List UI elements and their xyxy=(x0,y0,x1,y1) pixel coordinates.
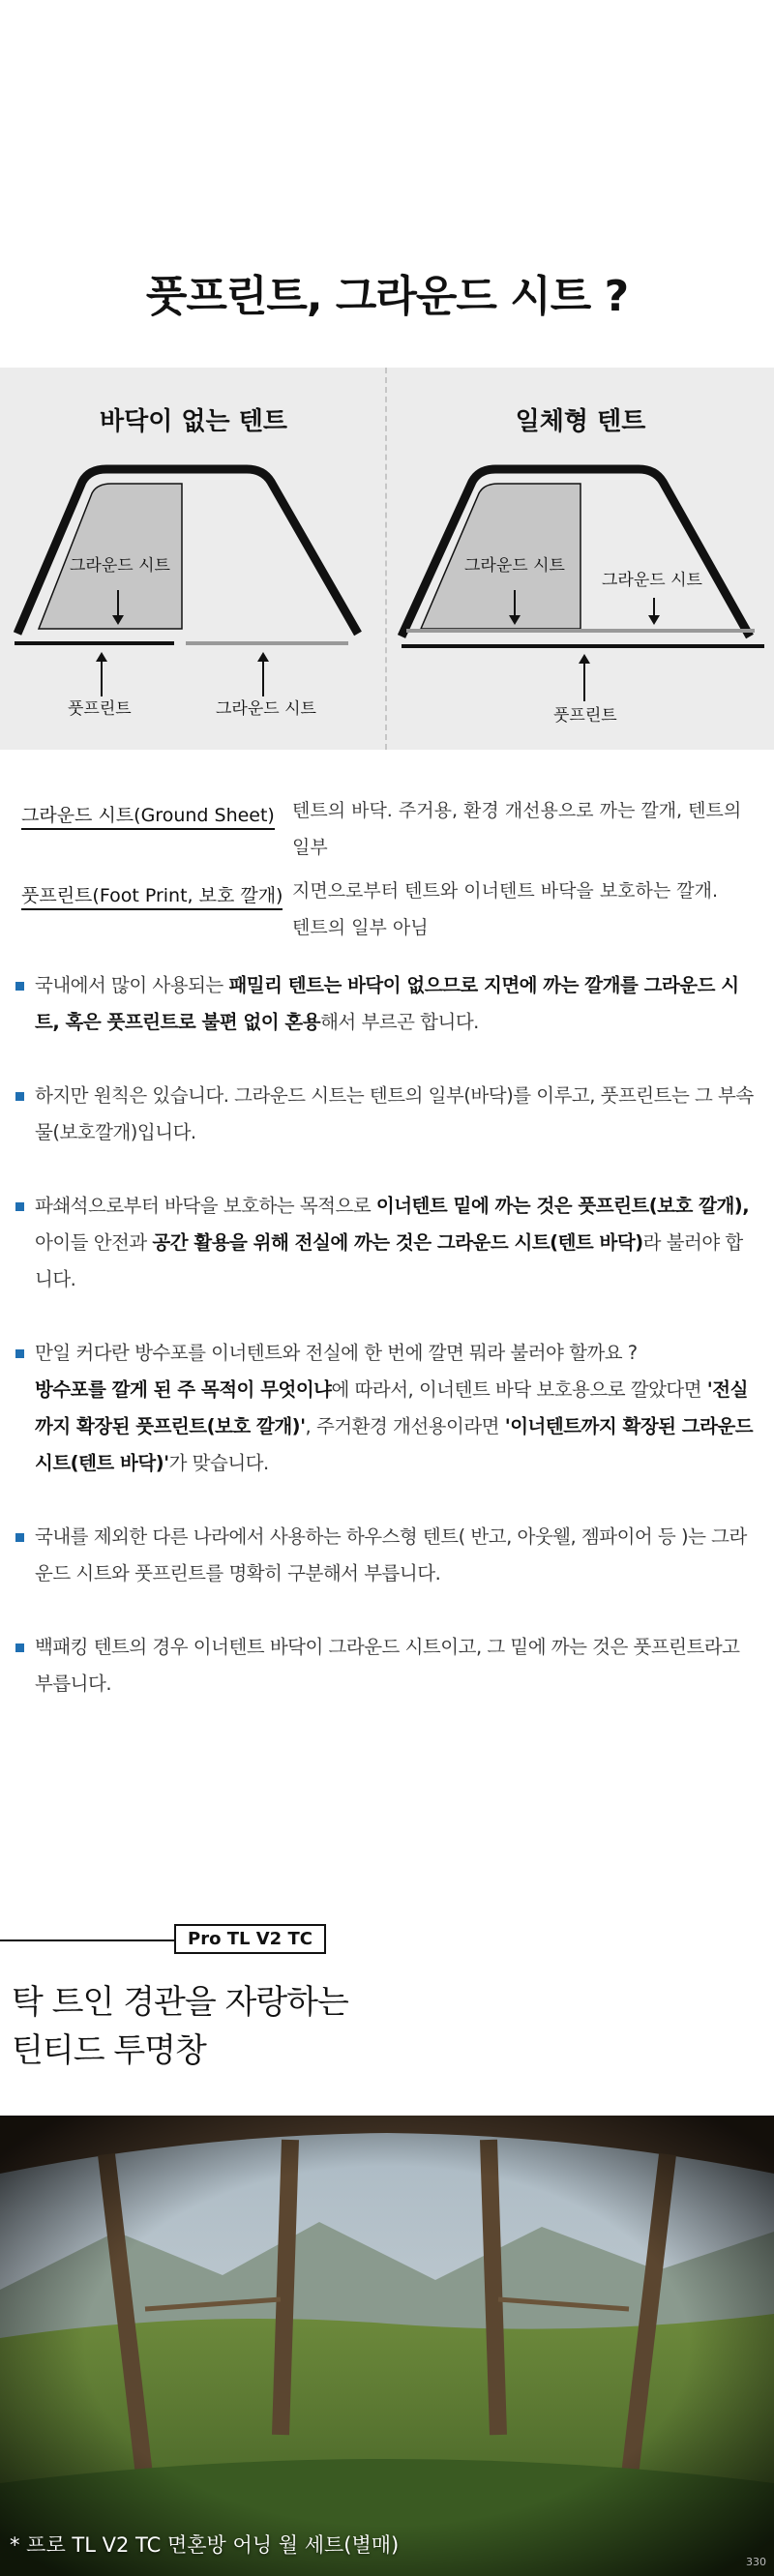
right-footprint-label: 풋프린트 xyxy=(553,706,617,725)
definitions xyxy=(21,801,757,962)
definition-desc: 지면으로부터 텐트와 이너텐트 바닥을 보호하는 깔개. xyxy=(292,880,719,902)
definition-desc-2: 텐트의 일부 아님 xyxy=(292,917,429,938)
page-title: 풋프린트, 그라운드 시트 ? xyxy=(145,272,629,321)
definition-row xyxy=(21,881,757,946)
right-inner-label: 그라운드 시트 xyxy=(464,556,565,576)
right-panel-title: 일체형 텐트 xyxy=(515,407,646,436)
tent-interior-photo xyxy=(0,2116,774,2576)
product-badge: Pro TL V2 TC xyxy=(174,1924,326,1954)
bullet-list xyxy=(15,967,760,1739)
page-number: 330 xyxy=(746,2556,766,2568)
left-footprint-label: 풋프린트 xyxy=(68,699,132,719)
left-inner-label: 그라운드 시트 xyxy=(70,556,170,576)
bullet-item: 백패킹 텐트의 경우 이너텐트 바닥이 그라운드 시트이고, 그 밑에 까는 것은 풋프린트라고 부릅니다. xyxy=(15,1629,760,1703)
bullet-item: 국내를 제외한 다른 나라에서 사용하는 하우스형 텐트( 반고, 아웃웰, 젬파이어 등 )는 그라운드 시트와 풋프린트를 명확히 구분해서 부릅니다. xyxy=(15,1519,760,1592)
bullet-item: 하지만 원칙은 있습니다. 그라운드 시트는 텐트의 일부(바닥)를 이루고, 풋프린트는 그 부속물(보호깔개)입니다. xyxy=(15,1078,760,1151)
definition-row xyxy=(21,801,757,866)
bullet-item: 국내에서 많이 사용되는 패밀리 텐트는 바닥이 없으므로 지면에 까는 깔개를 그라운드 시트, 혹은 풋프린트로 불편 없이 혼용해서 부르곤 합니다. xyxy=(15,967,760,1041)
tent-diagram xyxy=(0,368,774,750)
section-heading: 탁 트인 경관을 자랑하는 틴티드 투명창 xyxy=(12,1983,348,2070)
left-panel-title: 바닥이 없는 텐트 xyxy=(100,407,287,436)
bullet-item: 파쇄석으로부터 바닥을 보호하는 목적으로 이너텐트 밑에 까는 것은 풋프린트(보호 깔개), 아이들 안전과 공간 활용을 위해 전실에 까는 것은 그라운드 시트(텐트 바닥)라 불러야 합니다. xyxy=(15,1188,760,1298)
definition-desc: 텐트의 바닥. 주거용, 환경 개선용으로 까는 깔개, 텐트의 일부 xyxy=(292,800,742,858)
definition-term: 그라운드 시트(Ground Sheet) xyxy=(21,805,275,830)
right-side-label: 그라운드 시트 xyxy=(602,571,702,590)
left-groundsheet-label: 그라운드 시트 xyxy=(216,699,316,719)
photo-caption: * 프로 TL V2 TC 면혼방 어닝 월 세트(별매) xyxy=(10,2533,400,2557)
section-rule xyxy=(0,1939,174,1941)
bullet-item: 만일 커다란 방수포를 이너텐트와 전실에 한 번에 깔면 뭐라 불러야 할까요 ? 방수포를 깔게 된 주 목적이 무엇이냐에 따라서, 이너텐트 바닥 보호용으로 깔았다면 '전실까지 확장된 풋프린트(보호 깔개)', 주거환경 개선용이라면 '이너텐트까지 확장된 그라운드 시트(텐트 바닥)'가 맞습니다. xyxy=(15,1335,760,1482)
definition-term: 풋프린트(Foot Print, 보호 깔개) xyxy=(21,885,283,910)
